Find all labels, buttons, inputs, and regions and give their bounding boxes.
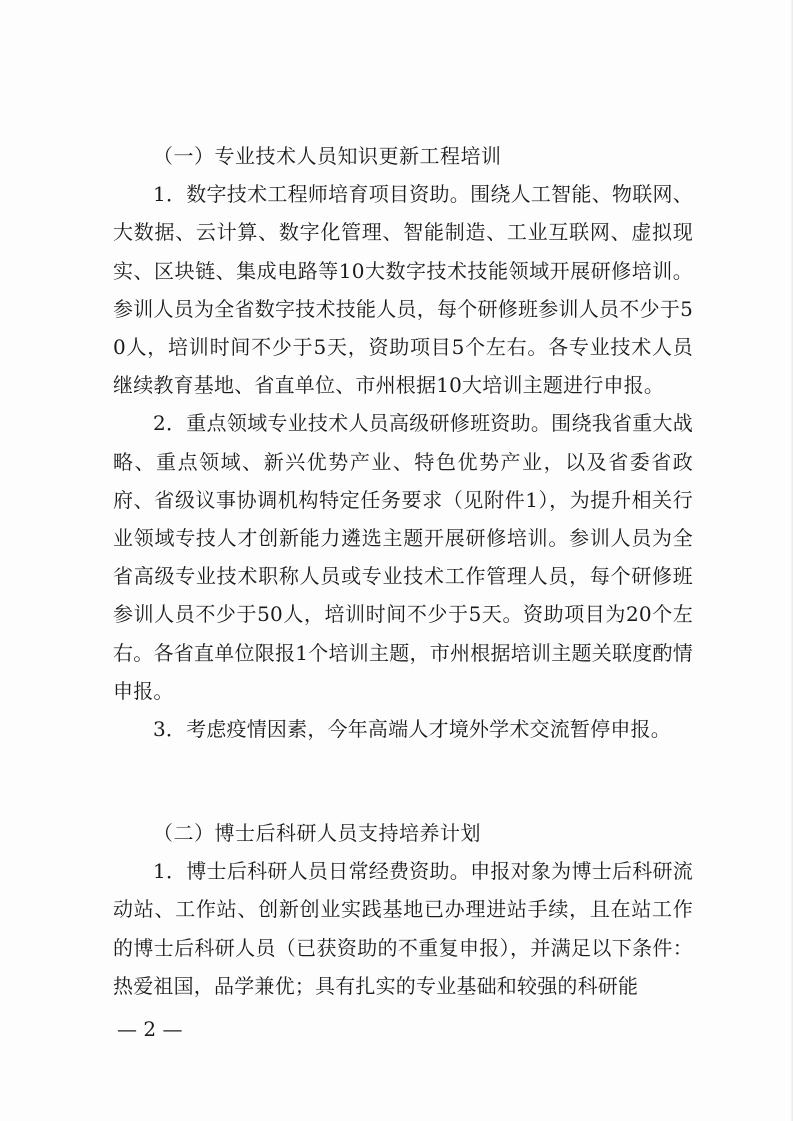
paragraph: 3．考虑疫情因素，今年高端人才境外学术交流暂停申报。 (153, 717, 671, 742)
paragraph: 2．重点领域专业技术人员高级研修班资助。围绕我省重大战略、重点领域、新兴优势产业、特色优势产业，以及省委省政府、省级议事协调机构特定任务要求（见附件1），为提升相关行业领域专技人才创新能力遴选主题开展研修培训。参训人员为全省高级专业技术职称人员或专业技术工作管理人员，每个研修班参训人员不少于50人，培训时间不少于5天。资助项目为20个左右。各省直单位限报1个培训主题，市州根据培训主题关联度酌情申报。 (113, 411, 693, 703)
section-1 (113, 137, 693, 748)
paragraph: 1．博士后科研人员日常经费资助。申报对象为博士后科研流动站、工作站、创新创业实践基地已办理进站手续，且在站工作的博士后科研人员（已获资助的不重复申报），并满足以下条件：热爱祖国，品学兼优；具有扎实的专业基础和较强的科研能 (113, 859, 693, 998)
section-heading: （二）博士后科研人员支持培养计划 (153, 821, 481, 845)
section-heading: （一）专业技术人员知识更新工程培训 (153, 144, 502, 168)
page-number: — 2 — (117, 1017, 183, 1041)
paragraph: 1．数字技术工程师培育项目资助。围绕人工智能、物联网、大数据、云计算、数字化管理、智能制造、工业互联网、虚拟现实、区块链、集成电路等10大数字技术技能领域开展研修培训。参训人员为全省数字技术技能人员，每个研修班参训人员不少于50人，培训时间不少于5天，资助项目5个左右。各专业技术人员继续教育基地、省直单位、市州根据10大培训主题进行申报。 (113, 182, 693, 398)
section-2 (113, 814, 693, 1005)
